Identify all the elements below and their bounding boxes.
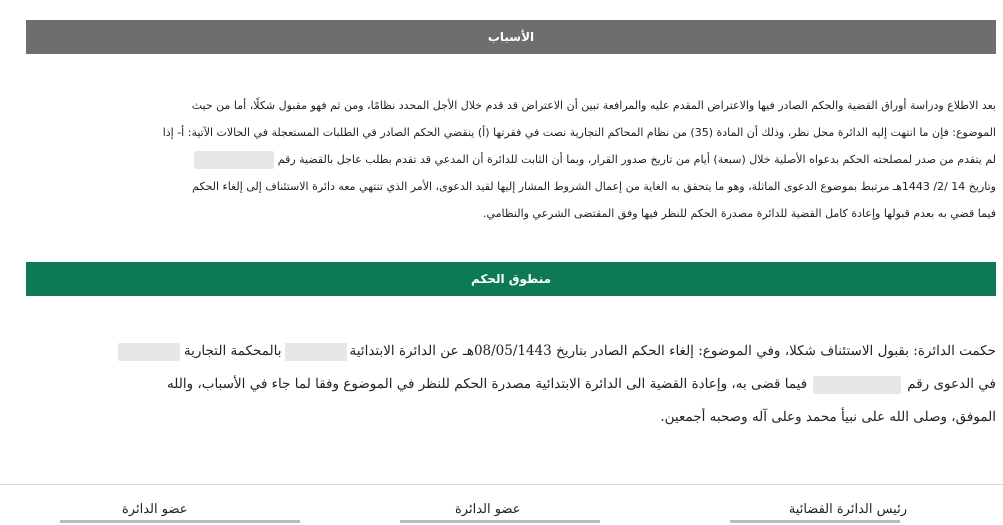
signature-member-2-name-cutoff (400, 520, 600, 523)
ruling-paragraph (26, 335, 996, 434)
ruling-line-2 (26, 368, 996, 401)
reasons-line-2: الموضوع: فإن ما انتهت إليه الدائرة محل نظر، وذلك أن المادة (35) من نظام المحاكم التجارية نصت في فقرتها (أ) ينقضي الحكم الصادر في الطلبات المستعجلة في الحالات الآتية: أ- إذا (162, 126, 996, 139)
reasons-line-1: بعد الاطلاع ودراسة أوراق القضية والحكم الصادر فيها والاعتراض المقدم عليه والمرافعة تبين أن الاعتراض قد قدم خلال الأجل المحدد نظامًا، ومن ثم فهو مقبول شكلًا، أما من حيث (191, 99, 996, 112)
ruling-line-1-text: حكمت الدائرة: بقبول الاستئناف شكلا، وفي الموضوع: إلغاء الحكم الصادر بتاريخ 08/05/1443هـ عن الدائرة الابتدائية (349, 343, 996, 359)
signature-chief-name-cutoff (730, 520, 900, 523)
ruling-line-2-text: فيما قضى به، وإعادة القضية الى الدائرة الابتدائية مصدرة الحكم للنظر في الموضوع وفقا لما جاء في الأسباب، والله (167, 376, 808, 392)
redacted-circuit-name (285, 343, 347, 361)
reasons-line-5: فيما قضي به بعدم قبولها وإعادة كامل القضية للدائرة مصدرة الحكم للنظر فيها وفق المقتضى الشرعي والنظامي. (482, 207, 996, 220)
ruling-line-1-court: بالمحكمة التجارية (183, 343, 282, 359)
reasons-line-3 (26, 146, 996, 173)
reasons-line-3-text: لم يتقدم من صدر لمصلحته الحكم بدعواه الأصلية خلال (سبعة) أيام من تاريخ صدور القرار، وبما أن الثابت للدائرة أن المدعي قد تقدم بطلب عاجل بالقضية رقم (277, 153, 996, 166)
redacted-case-number (194, 151, 274, 169)
reasons-line-4: وتاريخ 14 /2/ 1443هـ مرتبط بموضوع الدعوى الماثلة، وهو ما يتحقق به الغاية من إعمال الشروط المشار إليها لقيد الدعوى، الأمر الذي تنتهي معه دائرة الاستئناف إلى إلغاء الحكم (192, 180, 996, 193)
signature-chief-judge: رئيس الدائرة القضائية (788, 502, 907, 517)
reasons-paragraph (26, 92, 996, 227)
ruling-line-3: الموفق، وصلى الله على نبيأ محمد وعلى آله وصحبه أجمعين. (660, 409, 996, 425)
signature-member-2: عضو الدائرة (455, 502, 521, 517)
ruling-line-2-case-label: في الدعوى رقم (907, 376, 996, 392)
redacted-ruling-case-number (813, 376, 901, 394)
ruling-line-1 (26, 335, 996, 368)
signature-divider (0, 484, 1003, 485)
ruling-header: منطوق الحكم (26, 262, 996, 296)
signature-member-1: عضو الدائرة (122, 502, 188, 517)
redacted-court-city (118, 343, 180, 361)
signature-member-1-name-cutoff (60, 520, 300, 523)
reasons-header: الأسباب (26, 20, 996, 54)
